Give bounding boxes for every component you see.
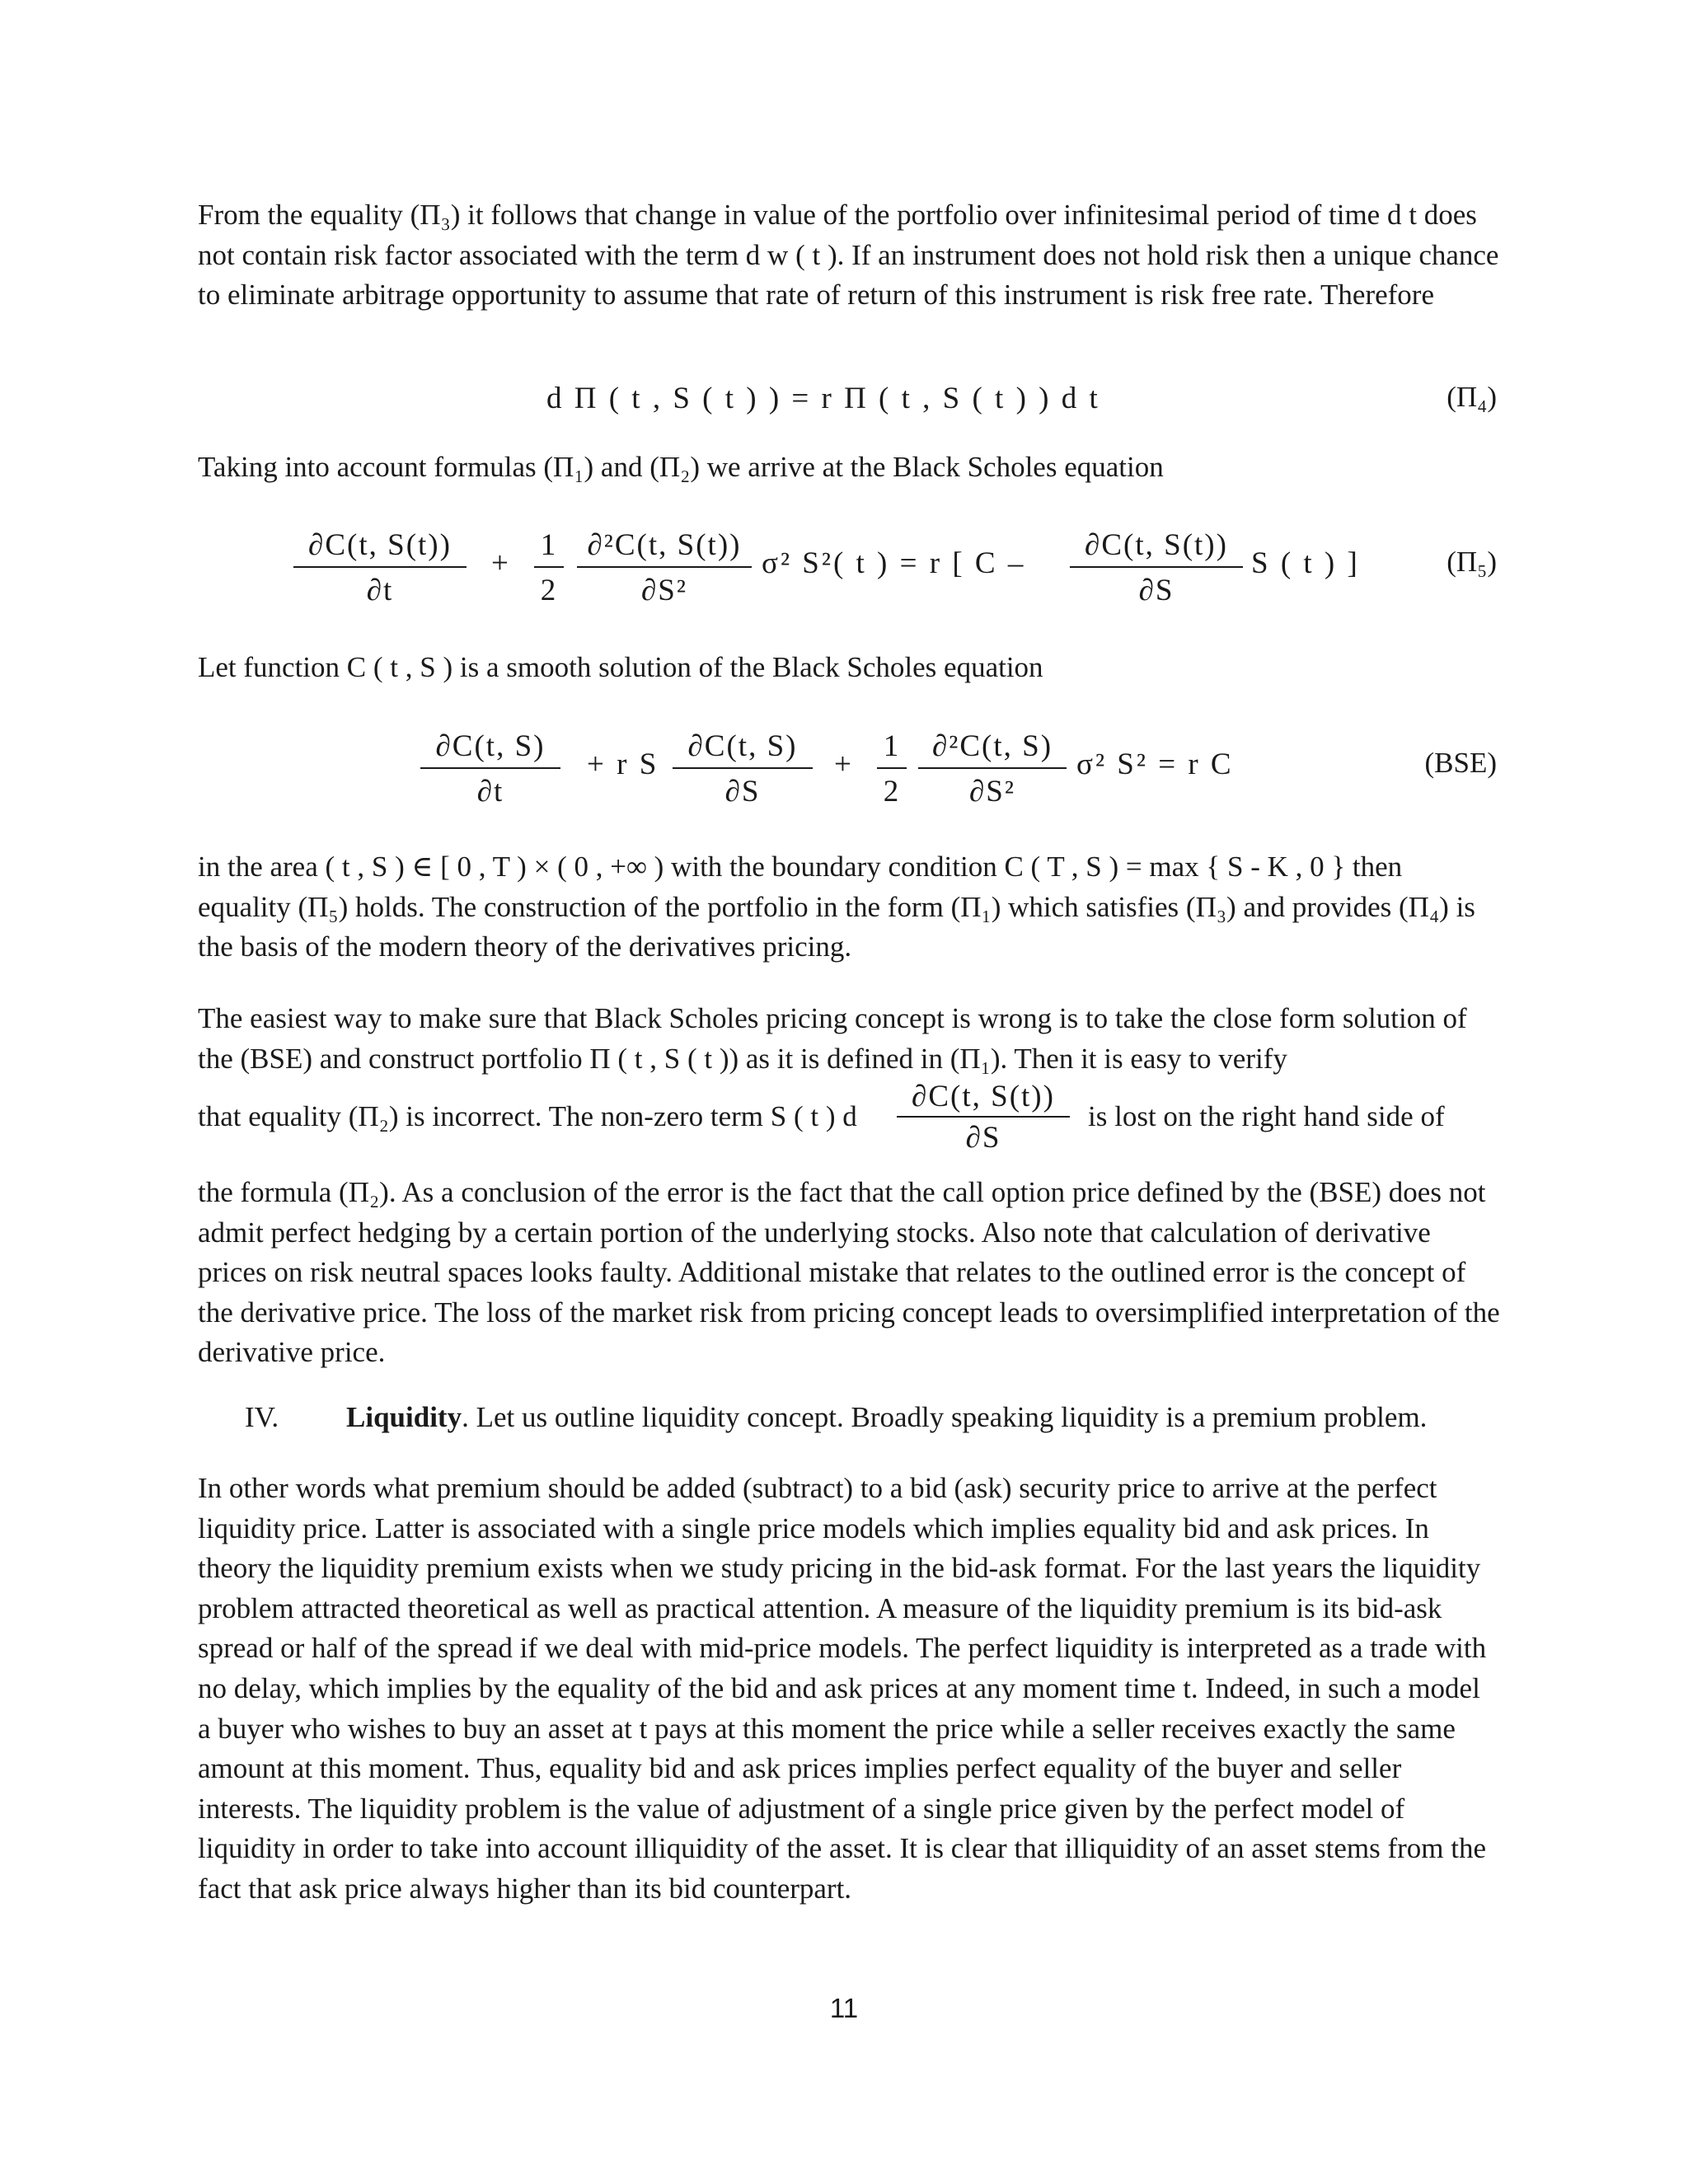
fraction-dc-ds: $\frac{\partial C(t, S(t))}{\partial S}$ — [1070, 525, 1243, 614]
paragraph-easiest-way: The easiest way to make sure that Black Scholes pricing concept is wrong is to take the close form solution of the (BSE) and construct portfolio Π ( t , S ( t )) as it is defined in (Π₁). Then it is easy to verify — [198, 1002, 1467, 1075]
paragraph-smooth-solution: Let function C ( t , S ) is a smooth solution of the Black Scholes equation — [198, 651, 1043, 683]
fraction-second-derivative: $\frac{\text{∂²C(t, S)}}{\text{∂S²}}$ — [918, 726, 1067, 815]
fraction-one-half: $\frac{1}{2}$ — [534, 525, 564, 614]
equation-label-pi5: (Π₅) — [1447, 546, 1497, 578]
plus-sign: + — [491, 546, 511, 580]
fraction-dc-dt: $\frac{\partial C(t, S(t))}{\partial t}$ — [293, 525, 467, 614]
fraction-second-derivative: $\frac{\text{∂²C(t, S(t))}}{\text{∂S²}}$ — [577, 525, 752, 614]
equation-tail: σ² S² = r C — [1076, 748, 1234, 781]
paragraph-boundary-condition: in the area ( t , S ) ∈ [ 0 , T ) × ( 0 , +∞ ) with the boundary condition C ( T , S ) = max { S - K , 0 } then equality (Π₅) holds. The construction of the portfolio in the form (Π₁) which satisfies (Π₃) and provides (Π₄) is the basis of the modern theory of the derivatives pricing. — [198, 851, 1475, 963]
inline-fraction-dc-ds: $\frac{\partial C(t, S(t))}{\partial S}$ — [897, 1078, 1070, 1159]
paragraph-black-scholes-intro: Taking into account formulas (Π₁) and (Π₂) we arrive at the Black Scholes equation — [198, 451, 1164, 483]
paragraph-conclusion-error: the formula (Π₂). As a conclusion of the error is the fact that the call option price defined by the (BSE) does not admit perfect hedging by a certain portion of the underlying stocks. Also note that calculation of derivative prices on risk neutral spaces looks faulty. Additional mistake that relates to the outlined error is the concept of the derivative price. The loss of the market risk from pricing concept leads to oversimplified interpretation of the derivative price. — [198, 1176, 1500, 1369]
fraction-one-half: $\frac{1}{2}$ — [877, 726, 907, 815]
plus-sign: + — [834, 748, 854, 781]
plus-rs: + r S — [587, 748, 659, 781]
page-number: 11 — [829, 1993, 859, 2023]
paragraph-liquidity-premium: In other words what premium should be added (subtract) to a bid (ask) security price to arrive at the perfect liquidity price. Latter is associated with a single price models which implies equality bid and ask prices. In theory the liquidity premium exists when we study pricing in the bid-ask format. For the last years the liquidity problem attracted theoretical as well as practical attention. A measure of the liquidity premium is its bid-ask spread or half of the spread if we deal with mid-price models. The perfect liquidity is interpreted as a trade with no delay, which implies by the equality of the bid and ask prices at any moment time t. Indeed, in such a model a buyer who wishes to buy an asset at t pays at this moment the price while a seller receives exactly the same amount at this moment. Thus, equality bid and ask prices implies perfect equality of the buyer and seller interests. The liquidity problem is the value of adjustment of a single price given by the perfect model of liquidity in order to take into account illiquidity of the asset. It is clear that illiquidity of an asset stems from the fact that ask price always higher than its bid counterpart. — [198, 1472, 1487, 1905]
section-lead-text: . Let us outline liquidity concept. Broadly speaking liquidity is a premium problem. — [462, 1401, 1428, 1433]
section-number: IV. — [245, 1401, 279, 1433]
fraction-dc-ds: $\frac{\partial C(t, S)}{\partial S}$ — [673, 726, 813, 815]
section-heading-liquidity — [245, 1401, 1427, 1434]
fraction-dc-dt: $\frac{\partial C(t, S)}{\partial t}$ — [420, 726, 560, 815]
paragraph-portfolio-risk: From the equality (Π₃) it follows that change in value of the portfolio over infinitesimal period of time d t does not contain risk factor associated with the term d w ( t ). If an instrument does not hold risk then a unique chance to eliminate arbitrage opportunity to assume that rate of return of this instrument is risk free rate. Therefore — [198, 199, 1499, 312]
equation-middle-terms: σ² S²( t ) = r [ C – — [762, 546, 1026, 580]
equation-label-pi4: (Π₄) — [1447, 381, 1497, 413]
section-title: Liquidity — [346, 1401, 462, 1433]
equation-label-bse: (BSE) — [1424, 747, 1497, 779]
inline-text-right: is lost on the right hand side of — [1088, 1100, 1445, 1132]
equation-pi4: d Π ( t , S ( t ) ) = r Π ( t , S ( t ) ) d t — [546, 382, 1100, 415]
inline-text-left: that equality (Π₂) is incorrect. The non-zero term S ( t ) d — [198, 1100, 857, 1132]
equation-tail: S ( t ) ] — [1251, 546, 1360, 580]
